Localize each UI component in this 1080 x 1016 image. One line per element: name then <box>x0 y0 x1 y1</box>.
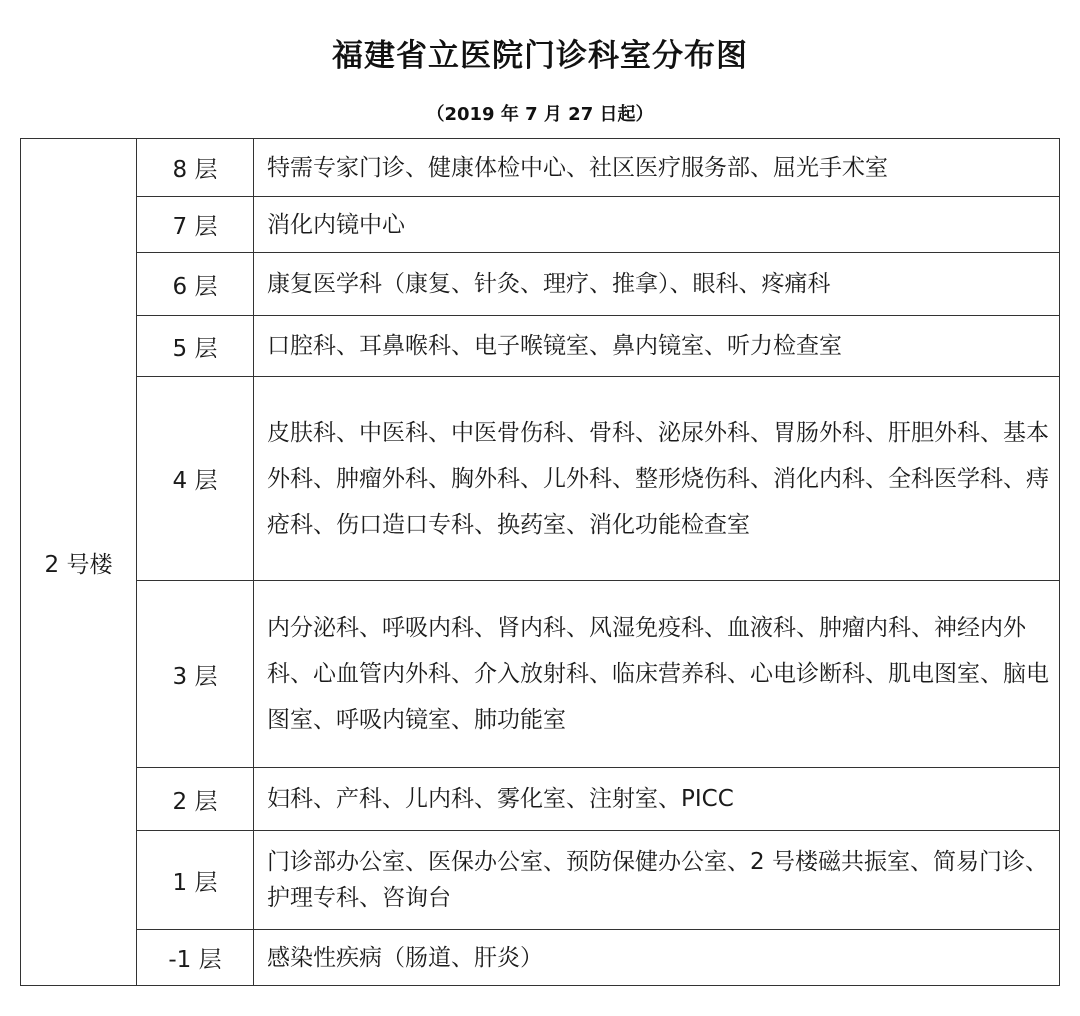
department-list: 门诊部办公室、医保办公室、预防保健办公室、2 号楼磁共振室、简易门诊、护理专科、咨询台 <box>254 831 1060 930</box>
floor-label: 5 层 <box>137 316 254 377</box>
page-title: 福建省立医院门诊科室分布图 <box>332 38 748 74</box>
table-row <box>21 377 1060 581</box>
table-row <box>21 581 1060 768</box>
floor-label: -1 层 <box>137 930 254 986</box>
department-list: 妇科、产科、儿内科、雾化室、注射室、PICC <box>254 768 1060 831</box>
table-row <box>21 930 1060 986</box>
department-distribution-table <box>20 138 1060 986</box>
floor-label: 3 层 <box>137 581 254 768</box>
floor-label: 4 层 <box>137 377 254 581</box>
department-list: 感染性疾病（肠道、肝炎） <box>254 930 1060 986</box>
table-row <box>21 253 1060 316</box>
department-list: 皮肤科、中医科、中医骨伤科、骨科、泌尿外科、胃肠外科、肝胆外科、基本外科、肿瘤外科、胸外科、儿外科、整形烧伤科、消化内科、全科医学科、痔疮科、伤口造口专科、换药室、消化功能检查室 <box>254 377 1060 581</box>
table-row <box>21 768 1060 831</box>
floor-label: 1 层 <box>137 831 254 930</box>
department-list: 口腔科、耳鼻喉科、电子喉镜室、鼻内镜室、听力检查室 <box>254 316 1060 377</box>
floor-label: 6 层 <box>137 253 254 316</box>
effective-date: （2019 年 7 月 27 日起） <box>426 104 654 125</box>
table-row <box>21 197 1060 253</box>
department-list: 康复医学科（康复、针灸、理疗、推拿）、眼科、疼痛科 <box>254 253 1060 316</box>
department-list: 消化内镜中心 <box>254 197 1060 253</box>
table-row <box>21 831 1060 930</box>
floor-label: 8 层 <box>137 139 254 197</box>
building-label: 2 号楼 <box>21 139 137 986</box>
floor-label: 2 层 <box>137 768 254 831</box>
table-row <box>21 139 1060 197</box>
department-list: 特需专家门诊、健康体检中心、社区医疗服务部、屈光手术室 <box>254 139 1060 197</box>
department-list: 内分泌科、呼吸内科、肾内科、风湿免疫科、血液科、肿瘤内科、神经内外科、心血管内外科、介入放射科、临床营养科、心电诊断科、肌电图室、脑电图室、呼吸内镜室、肺功能室 <box>254 581 1060 768</box>
floor-label: 7 层 <box>137 197 254 253</box>
table-row <box>21 316 1060 377</box>
